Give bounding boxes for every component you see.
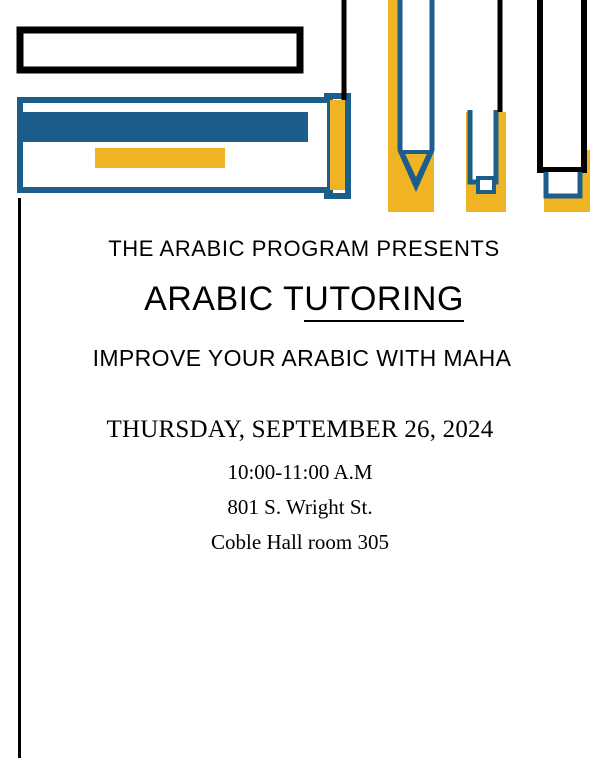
pencil-outline-2: [470, 110, 496, 182]
book-band-navy: [20, 112, 308, 142]
page-title: [0, 280, 600, 319]
pencil-tip-2: [478, 178, 494, 192]
book-band-gold: [95, 148, 225, 168]
poster-text-block: [0, 236, 600, 565]
books-and-pencils-illustration: [0, 0, 600, 230]
pencil-outline-3: [540, 0, 584, 170]
event-address: 801 S. Wright St.: [227, 495, 373, 519]
title-part-2: UTORING: [304, 280, 464, 322]
event-date: THURSDAY, SEPTEMBER 26, 2024: [106, 416, 494, 443]
presents-line: THE ARABIC PROGRAM PRESENTS: [108, 236, 500, 261]
title-part-1: ARABIC T: [144, 280, 305, 318]
event-time: 10:00-11:00 A.M: [227, 460, 373, 484]
subtitle-line: IMPROVE YOUR ARABIC WITH MAHA: [92, 345, 512, 371]
event-room: Coble Hall room 305: [211, 530, 389, 554]
book-outline-black: [20, 30, 300, 70]
pencil-tip-3: [546, 172, 580, 196]
